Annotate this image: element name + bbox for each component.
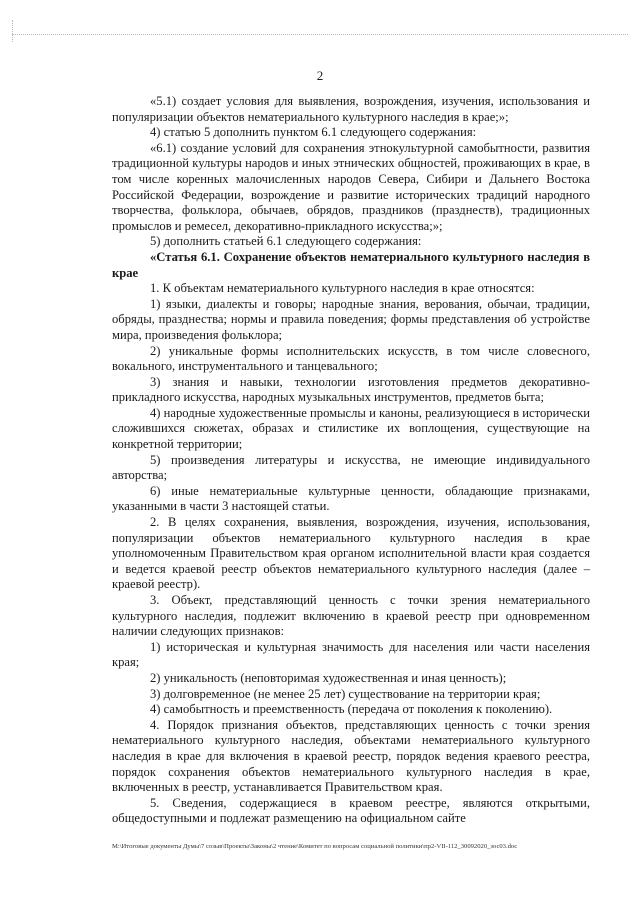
article-paragraph: 3) знания и навыки, технологии изготовления предметов декоративно-прикладного искусства, народных музыкальных инструментов, предметов быта;: [112, 374, 590, 405]
article-paragraph: 1) историческая и культурная значимость для населения или части населения края;: [112, 639, 590, 670]
paragraph: «6.1) создание условий для сохранения этнокультурной самобытности, развития традиционной культуры народов и иных этнических общностей, проживающих в крае, в том числе коренных малочисленных народов Севера, Сибири и Дальнего Востока Российской Федерации, возрождение и развитие исторических традиций народного творчества, фольклора, обычаев, обрядов, праздников (празднеств), традиционных промыслов и ремесел, декоративно-прикладного искусства;»;: [112, 140, 590, 233]
paragraph: «5.1) создает условия для выявления, возрождения, изучения, использования и популяризации объектов нематериального культурного наследия в крае;»;: [112, 94, 590, 124]
page-number: 2: [316, 68, 324, 83]
paragraph: 5) дополнить статьей 6.1 следующего содержания:: [150, 234, 422, 249]
document-body: [112, 94, 590, 827]
scan-edge-top: [12, 34, 628, 35]
scan-edge-left: [12, 20, 13, 42]
article-paragraph: 4. Порядок признания объектов, представляющих ценность с точки зрения нематериального культурного наследия, объектами нематериального культурного наследия в крае для включения в краевой реестр, порядок ведения краевого реестра, порядок сохранения объектов нематериального культурного наследия в крае, включенных в реестр, устанавливается Правительством края.: [112, 717, 590, 795]
article-paragraph: 3. Объект, представляющий ценность с точки зрения нематериального культурного наследия, подлежит включению в краевой реестр при одновременном наличии следующих признаков:: [112, 593, 590, 639]
article-paragraph: 6) иные нематериальные культурные ценности, обладающие признаками, указанными в части 3 настоящей статьи.: [112, 483, 590, 514]
article-heading: «Статья 6.1. Сохранение объектов нематериального культурного наследия в крае: [112, 249, 590, 280]
article-paragraph: 4) народные художественные промыслы и каноны, реализующиеся в исторически сложившихся сюжетах, образах и стилистике их воплощения, существующие на конкретной территории;: [112, 405, 590, 452]
article-paragraph: 1. К объектам нематериального культурного наследия в крае относятся:: [150, 281, 535, 296]
footer-file-path: M:\Итоговые документы Думы\7 созыв\Проекты\Законы\2 чтение\Комитет по вопросам социальной политики\пр2-VII-112_30092020_зос03.doc: [112, 843, 518, 850]
article-paragraph: 1) языки, диалекты и говоры; народные знания, верования, обычаи, традиции, обряды, празднества; нормы и правила поведения; формы представления об устройстве мира, произведения фольклора;: [112, 296, 590, 342]
article-paragraph: 3) долговременное (не менее 25 лет) существование на территории края;: [150, 686, 541, 701]
article-paragraph: 5. Сведения, содержащиеся в краевом реестре, являются открытыми, общедоступными и подлежат размещению на официальном сайте: [112, 795, 590, 826]
article-paragraph: 2) уникальность (неповторимая художественная и иная ценность);: [150, 670, 507, 685]
article-paragraph: 4) самобытность и преемственность (передача от поколения к поколению).: [150, 702, 553, 717]
article-paragraph: 5) произведения литературы и искусства, не имеющие индивидуального авторства;: [112, 452, 590, 483]
paragraph: 4) статью 5 дополнить пунктом 6.1 следующего содержания:: [150, 125, 477, 140]
article-paragraph: 2) уникальные формы исполнительских искусств, в том числе словесного, вокального, инструментального и танцевального;: [112, 343, 590, 374]
article-paragraph: 2. В целях сохранения, выявления, возрождения, изучения, использования, популяризации объектов нематериального культурного наследия в крае уполномоченным Правительством края органом исполнительной власти края создается и ведется краевой реестр объектов нематериального культурного наследия (далее – краевой реестр).: [112, 515, 590, 592]
